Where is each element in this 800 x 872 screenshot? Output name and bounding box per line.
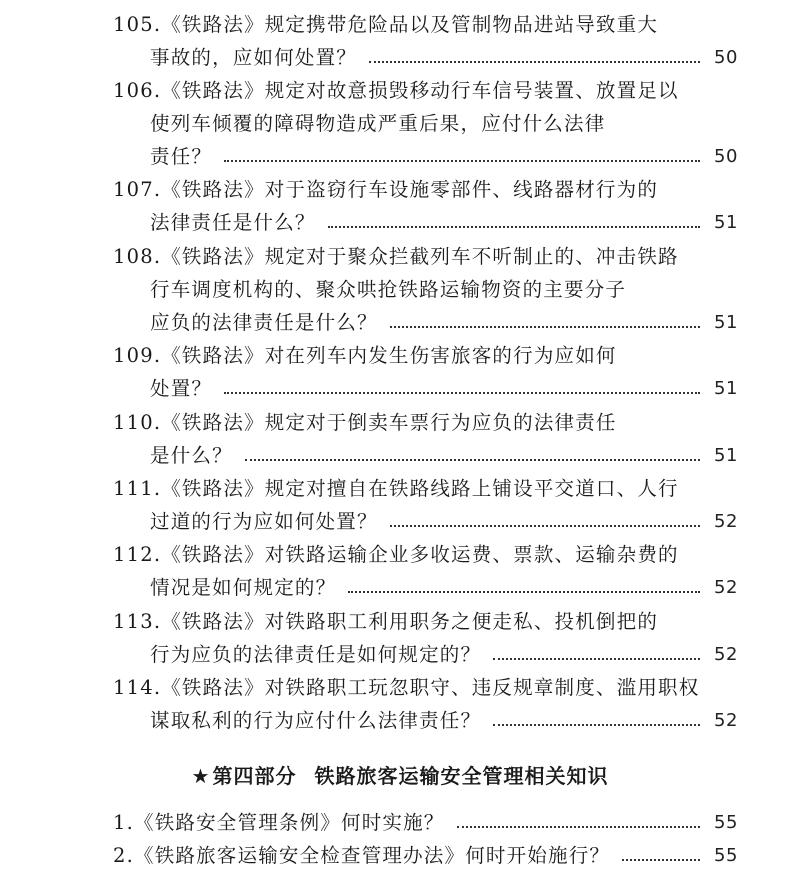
- leader-dots: [369, 61, 700, 63]
- page-number: 51: [714, 312, 738, 333]
- toc-entry-text: 使列车倾覆的障碍物造成严重后果，应付什么法律: [150, 112, 606, 135]
- leader-dots: [493, 724, 700, 726]
- leader-dots: [390, 525, 700, 527]
- toc-entry-text: 过道的行为应如何处置？: [150, 510, 378, 533]
- page-number: 52: [714, 644, 738, 665]
- leader-dots: [493, 658, 700, 660]
- toc-entry-text: 情况是如何规定的？: [150, 576, 337, 599]
- toc-entry-last-line: [150, 306, 738, 339]
- toc-entry-text: 107.《铁路法》对于盗窃行车设施零部件、线路器材行为的: [113, 178, 659, 201]
- toc-entry-text: 行为应负的法律责任是如何规定的？: [150, 643, 482, 666]
- toc-entry-text: 2.《铁路旅客运输安全检查管理办法》何时开始施行？: [113, 844, 611, 867]
- leader-dots: [224, 160, 700, 162]
- toc-entry-text: 114.《铁路法》对铁路职工玩忽职守、违反规章制度、滥用职权: [113, 676, 700, 699]
- star-icon: ★: [191, 764, 211, 788]
- section-heading[interactable]: [0, 759, 800, 793]
- leader-dots: [328, 226, 700, 228]
- page-number: 50: [714, 47, 738, 68]
- toc-entry-last-line: [150, 704, 738, 737]
- toc-entry-last-line: [150, 41, 738, 74]
- leader-dots: [457, 826, 700, 828]
- toc-entry-last-line: [150, 571, 738, 604]
- page-number: 52: [714, 511, 738, 532]
- page-number: 50: [714, 146, 738, 167]
- toc-entry-text: 105.《铁路法》规定携带危险品以及管制物品进站导致重大: [113, 13, 659, 36]
- toc-entry-text: 行车调度机构的、聚众哄抢铁路运输物资的主要分子: [150, 278, 627, 301]
- leader-dots: [245, 459, 700, 461]
- toc-entry-text: 109.《铁路法》对在列车内发生伤害旅客的行为应如何: [113, 344, 617, 367]
- section-title: 铁路旅客运输安全管理相关知识: [314, 764, 609, 788]
- leader-dots: [348, 591, 700, 593]
- toc-entry-text: 110.《铁路法》规定对于倒卖车票行为应负的法律责任: [113, 411, 617, 434]
- toc-entry-last-line: [150, 638, 738, 671]
- toc-entry-last-line: [150, 140, 738, 173]
- toc-entry-last-line: [113, 839, 738, 872]
- page-number: 52: [714, 710, 738, 731]
- toc-entry-text: 事故的，应如何处置？: [150, 46, 358, 69]
- section-part-label: 第四部分: [212, 764, 297, 788]
- toc-entry-text: 106.《铁路法》规定对故意损毁移动行车信号装置、放置足以: [113, 79, 679, 102]
- page-number: 51: [714, 212, 738, 233]
- toc-entry-text: 谋取私利的行为应付什么法律责任？: [150, 709, 482, 732]
- toc-entry-text: 处置？: [150, 377, 213, 400]
- toc-entry-text: 是什么？: [150, 444, 233, 467]
- page-number: 51: [714, 378, 738, 399]
- page-number: 52: [714, 577, 738, 598]
- toc-entry-text: 111.《铁路法》规定对擅自在铁路线路上铺设平交道口、人行: [113, 477, 679, 500]
- toc-entry-last-line: [150, 439, 738, 472]
- toc-entry-text: 112.《铁路法》对铁路运输企业多收运费、票款、运输杂费的: [113, 543, 679, 566]
- page-number: 55: [714, 845, 738, 866]
- toc-entry-last-line: [150, 206, 738, 239]
- leader-dots: [224, 392, 700, 394]
- toc-entry-text: 108.《铁路法》规定对于聚众拦截列车不听制止的、冲击铁路: [113, 245, 679, 268]
- toc-entry-text: 责任？: [150, 145, 213, 168]
- page-number: 55: [714, 812, 738, 833]
- toc-entry-text: 1.《铁路安全管理条例》何时实施？: [113, 811, 445, 834]
- toc-entry-text: 应负的法律责任是什么？: [150, 311, 378, 334]
- leader-dots: [622, 859, 700, 861]
- toc-entry-last-line: [113, 806, 738, 839]
- toc-entry-text: 法律责任是什么？: [150, 211, 316, 234]
- leader-dots: [390, 326, 700, 328]
- toc-entry-last-line: [150, 372, 738, 405]
- page-number: 51: [714, 445, 738, 466]
- toc-entry-last-line: [150, 505, 738, 538]
- toc-entry-text: 113.《铁路法》对铁路职工利用职务之便走私、投机倒把的: [113, 610, 659, 633]
